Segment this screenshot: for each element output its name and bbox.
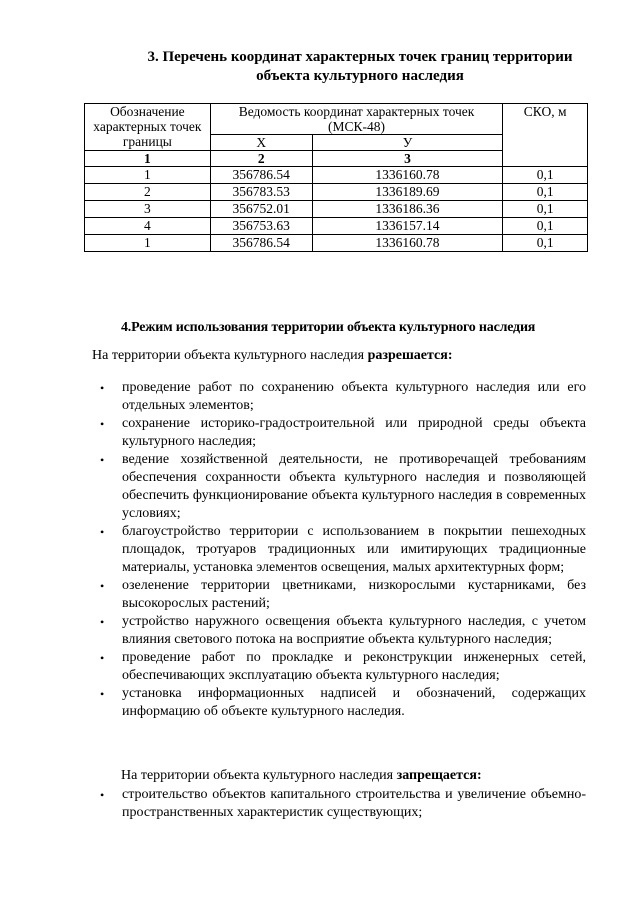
coord-y: 1336160.78: [312, 167, 503, 184]
column-number: 2: [210, 151, 312, 167]
header-points: Обозначение характерных точек границы: [85, 104, 211, 151]
section-3-title: [125, 48, 595, 86]
allowed-intro-text: На территории объекта культурного наследия: [92, 348, 368, 363]
forbidden-intro-text: На территории объекта культурного наследия: [121, 768, 397, 783]
list-item-text: строительство объектов капитального строительства и увеличение объемно-пространственных характеристик существующих;: [122, 787, 586, 820]
sko-value: 0,1: [503, 201, 588, 218]
point-id: 1: [85, 235, 211, 252]
table-row: [85, 201, 588, 218]
coord-y: 1336189.69: [312, 184, 503, 201]
list-item: [98, 613, 586, 649]
allowed-intro: [92, 347, 453, 365]
list-item: [98, 523, 586, 577]
header-y: У: [312, 135, 503, 151]
list-item: [98, 577, 586, 613]
bullet-icon: •: [100, 453, 105, 467]
bullet-icon: •: [100, 381, 105, 395]
coord-x: 356752.01: [210, 201, 312, 218]
forbidden-intro-bold: запрещается:: [396, 768, 482, 783]
header-coordinates: Ведомость координат характерных точек (МСК-48): [210, 104, 503, 135]
coord-y: 1336160.78: [312, 235, 503, 252]
table-row: [85, 235, 588, 252]
list-item-text: сохранение историко-градостроительной или природной среды объекта культурного наследия;: [122, 416, 586, 449]
list-item-text: устройство наружного освещения объекта культурного наследия, с учетом влияния светового потока на восприятие объекта культурного наследия;: [122, 614, 586, 647]
sko-value: 0,1: [503, 235, 588, 252]
sko-value: 0,1: [503, 167, 588, 184]
list-item: [98, 786, 586, 822]
list-item: [98, 685, 586, 721]
list-item: [98, 649, 586, 685]
table-row: [85, 184, 588, 201]
coord-x: 356753.63: [210, 218, 312, 235]
list-item: [98, 415, 586, 451]
bullet-icon: •: [100, 579, 105, 593]
coord-x: 356786.54: [210, 167, 312, 184]
list-item-text: озеленение территории цветниками, низкорослыми кустарниками, без высокорослых растений;: [122, 578, 586, 611]
list-item: [98, 451, 586, 523]
list-item: [98, 379, 586, 415]
bullet-icon: •: [100, 651, 105, 665]
point-id: 1: [85, 167, 211, 184]
bullet-icon: •: [100, 525, 105, 539]
column-number: 3: [312, 151, 503, 167]
bullet-icon: •: [100, 615, 105, 629]
coord-x: 356783.53: [210, 184, 312, 201]
forbidden-list: [98, 786, 586, 822]
bullet-icon: •: [100, 687, 105, 701]
forbidden-intro: [121, 767, 482, 785]
coord-x: 356786.54: [210, 235, 312, 252]
table-row: [85, 167, 588, 184]
sko-value: 0,1: [503, 218, 588, 235]
section-3-title-line2: объекта культурного наследия: [256, 68, 464, 84]
point-id: 4: [85, 218, 211, 235]
allowed-list: [98, 379, 586, 721]
table-row: [85, 218, 588, 235]
bullet-icon: •: [100, 788, 105, 802]
list-item-text: проведение работ по прокладке и реконструкции инженерных сетей, обеспечивающих эксплуатацию объекта культурного наследия;: [122, 650, 586, 683]
header-sko: СКО, м: [503, 104, 588, 167]
allowed-intro-bold: разрешается:: [367, 348, 453, 363]
section-4-title: 4.Режим использования территории объекта культурного наследия: [121, 320, 536, 335]
coordinates-table: [84, 103, 588, 252]
point-id: 3: [85, 201, 211, 218]
column-number: 1: [85, 151, 211, 167]
list-item-text: установка информационных надписей и обозначений, содержащих информацию об объекте культурного наследия.: [122, 686, 586, 719]
header-x: X: [210, 135, 312, 151]
coord-y: 1336157.14: [312, 218, 503, 235]
list-item-text: проведение работ по сохранению объекта культурного наследия или его отдельных элементов;: [122, 380, 586, 413]
sko-value: 0,1: [503, 184, 588, 201]
list-item-text: ведение хозяйственной деятельности, не противоречащей требованиям обеспечения сохранности объекта культурного наследия и позволяющей обеспечить функционирование объекта культурного наследия в современных условиях;: [122, 452, 586, 521]
bullet-icon: •: [100, 417, 105, 431]
section-3-title-line1: 3. Перечень координат характерных точек границ территории: [147, 49, 573, 65]
coord-y: 1336186.36: [312, 201, 503, 218]
point-id: 2: [85, 184, 211, 201]
list-item-text: благоустройство территории с использованием в покрытии пешеходных площадок, тротуаров традиционных или имитирующих традиционные материалы, установка элементов освещения, малых архитектурных форм;: [122, 524, 586, 575]
